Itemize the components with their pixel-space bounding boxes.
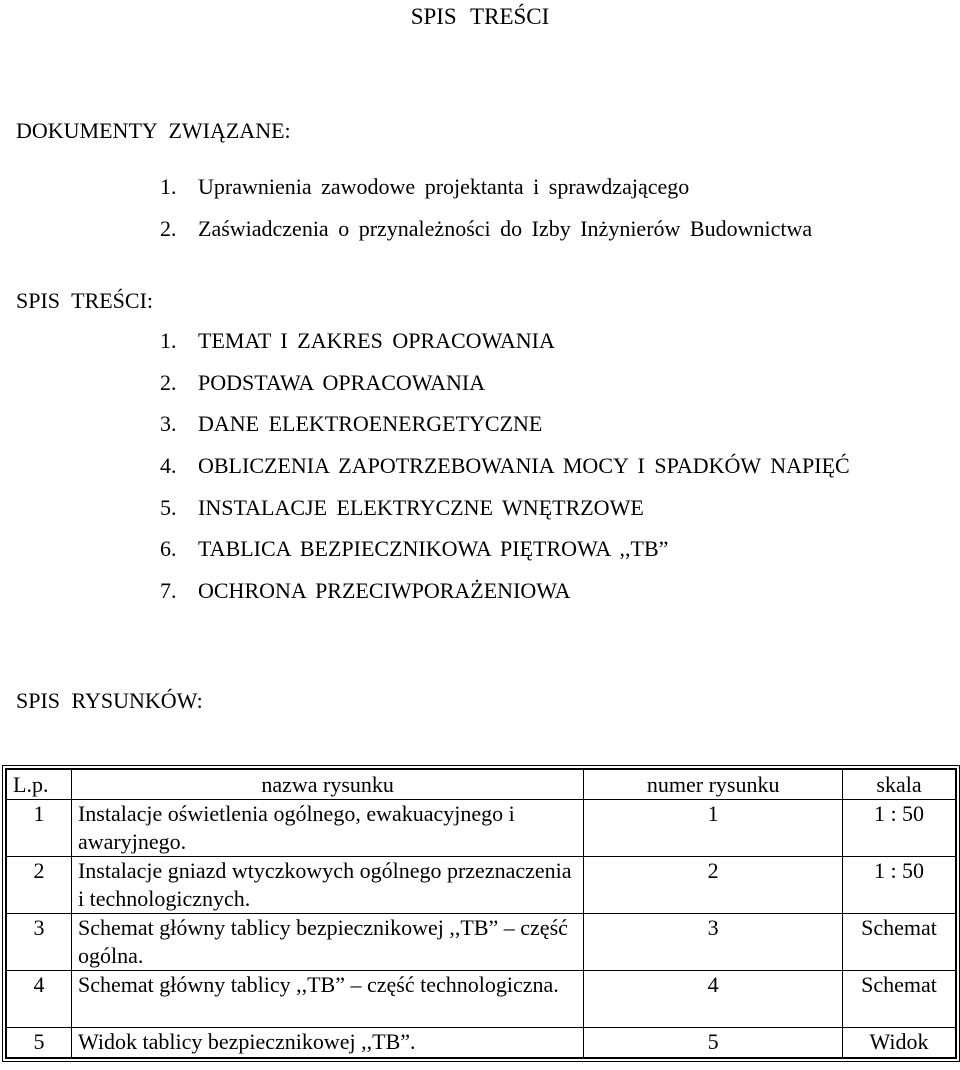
cell-name: Widok tablicy bezpiecznikowej ,,TB”.	[71, 1028, 583, 1059]
documents-list	[160, 166, 812, 250]
column-header-scale: skala	[843, 769, 956, 800]
drawings-table	[5, 768, 957, 1059]
table-row	[6, 1028, 956, 1059]
list-item	[160, 528, 850, 570]
cell-name: Instalacje gniazd wtyczkowych ogólnego przeznaczenia i technologicznych.	[71, 857, 583, 914]
list-item	[160, 445, 850, 487]
table-row	[6, 971, 956, 1028]
list-item-number: 4.	[160, 453, 177, 479]
table-row	[6, 857, 956, 914]
list-item-number: 7.	[160, 578, 177, 604]
list-item-text: INSTALACJE ELEKTRYCZNE WNĘTRZOWE	[198, 494, 644, 520]
cell-name: Schemat główny tablicy ,,TB” – część technologiczna.	[71, 971, 583, 1028]
cell-lp: 1	[6, 800, 71, 857]
list-item	[160, 403, 850, 445]
page-title: SPIS TREŚCI	[410, 4, 550, 29]
cell-scale: 1 : 50	[843, 800, 956, 857]
cell-number: 4	[584, 971, 843, 1028]
list-item	[160, 487, 850, 529]
cell-number: 3	[584, 914, 843, 971]
list-item	[160, 208, 812, 250]
cell-lp: 4	[6, 971, 71, 1028]
cell-name: Instalacje oświetlenia ogólnego, ewakuacyjnego i awaryjnego.	[71, 800, 583, 857]
list-item	[160, 166, 812, 208]
cell-scale: Widok	[843, 1028, 956, 1059]
contents-list	[160, 320, 850, 612]
list-item-text: TEMAT I ZAKRES OPRACOWANIA	[198, 328, 555, 353]
cell-name: Schemat główny tablicy bezpiecznikowej ,,TB” – część ogólna.	[71, 914, 583, 971]
list-item-number: 2.	[160, 369, 177, 395]
column-header-name: nazwa rysunku	[71, 769, 583, 800]
cell-lp: 2	[6, 857, 71, 914]
list-item-number: 6.	[160, 536, 177, 562]
list-item	[160, 320, 850, 362]
cell-lp: 3	[6, 914, 71, 971]
cell-scale: 1 : 50	[843, 857, 956, 914]
cell-number: 1	[584, 800, 843, 857]
cell-number: 5	[584, 1028, 843, 1059]
column-header-number: numer rysunku	[584, 769, 843, 800]
list-item-text: OBLICZENIA ZAPOTRZEBOWANIA MOCY I SPADKÓW NAPIĘĆ	[198, 453, 850, 479]
list-item-number: 3.	[160, 411, 177, 437]
list-item-text: DANE ELEKTROENERGETYCZNE	[198, 411, 543, 437]
list-item-text: Uprawnienia zawodowe projektanta i sprawdzającego	[198, 174, 690, 199]
table-header-row	[6, 769, 956, 800]
list-item-text: TABLICA BEZPIECZNIKOWA PIĘTROWA ,,TB”	[198, 536, 669, 562]
list-item-text: PODSTAWA OPRACOWANIA	[198, 369, 486, 395]
documents-heading: DOKUMENTY ZWIĄZANE:	[16, 118, 291, 143]
list-item-number: 5.	[160, 494, 177, 520]
drawings-heading: SPIS RYSUNKÓW:	[16, 688, 203, 713]
list-item	[160, 570, 850, 612]
cell-scale: Schemat	[843, 971, 956, 1028]
cell-lp: 5	[6, 1028, 71, 1059]
table-row	[6, 800, 956, 857]
table-row	[6, 914, 956, 971]
list-item-text: Zaświadczenia o przynależności do Izby Inżynierów Budownictwa	[198, 216, 813, 241]
list-item-text: OCHRONA PRZECIWPORAŻENIOWA	[198, 578, 571, 604]
column-header-lp: L.p.	[6, 769, 71, 800]
list-item-number: 1.	[160, 328, 177, 353]
contents-heading: SPIS TREŚCI:	[16, 288, 154, 313]
list-item-number: 2.	[160, 216, 177, 241]
list-item	[160, 362, 850, 404]
cell-number: 2	[584, 857, 843, 914]
list-item-number: 1.	[160, 174, 177, 199]
cell-scale: Schemat	[843, 914, 956, 971]
